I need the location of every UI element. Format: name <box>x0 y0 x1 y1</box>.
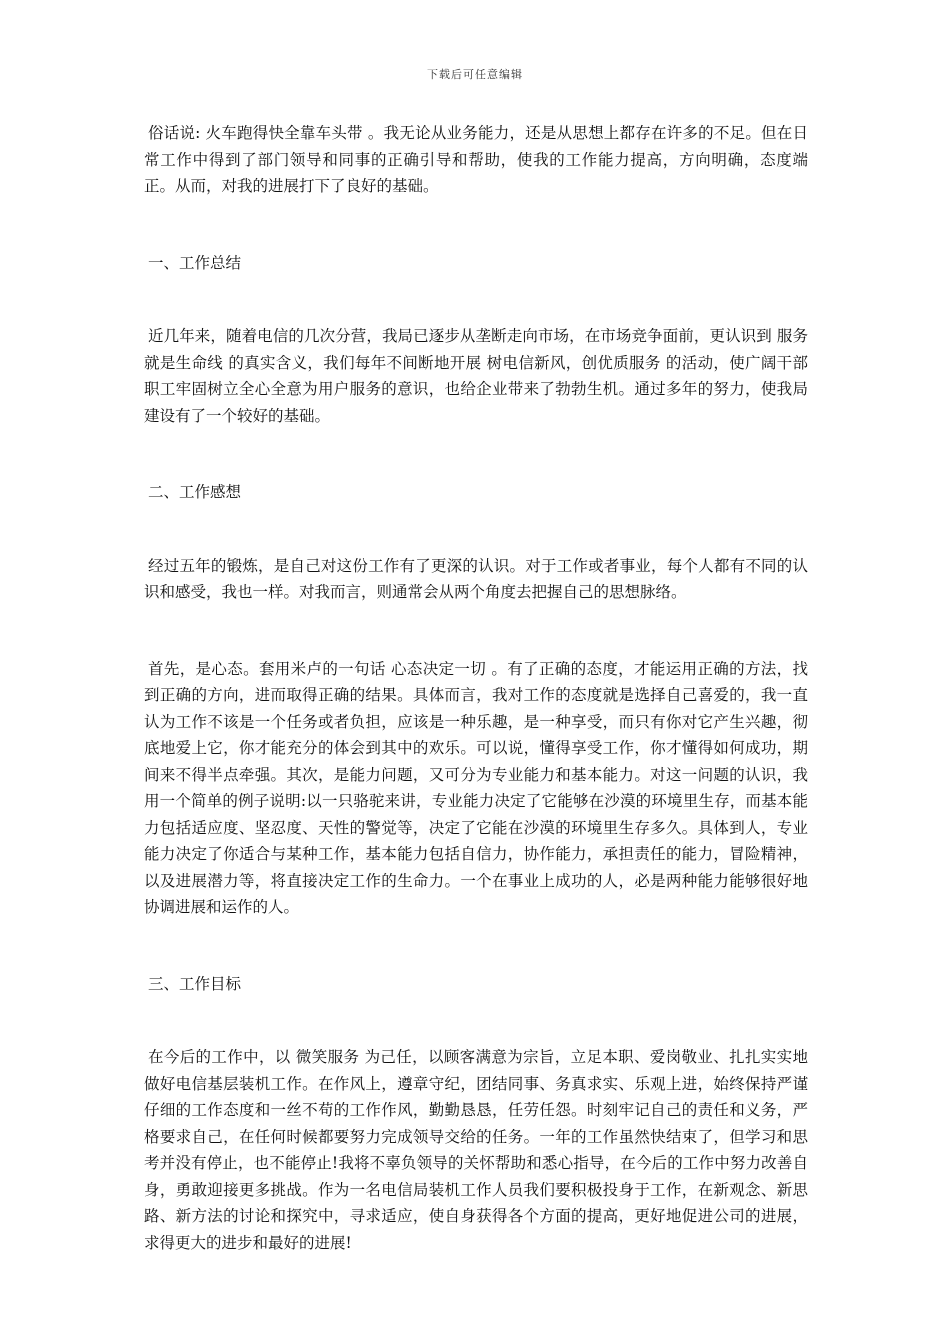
section-heading-work-summary: 一、工作总结 <box>148 253 242 272</box>
section-heading-work-goals: 三、工作目标 <box>148 974 242 993</box>
work-summary-paragraph: 近几年来，随着电信的几次分营，我局已逐步从垄断走向市场，在市场竞争面前，更认识到 服务就是生命线 的真实含义，我们每年不间断地开展 树电信新风，创优质服务 的活动，使广阔干部职工牢固树立全心全意为用户服务的意识，也给企业带来了勃勃生机。通过多年的努力，使我局建设有了一个较好的基础。 <box>144 327 808 425</box>
intro-paragraph: 俗话说: 火车跑得快全靠车头带 。我无论从业务能力，还是从思想上都存在许多的不足。但在日常工作中得到了部门领导和同事的正确引导和帮助，使我的工作能力提高，方向明确，态度端正。从而，对我的进展打下了良好的基础。 <box>144 124 808 195</box>
reflections-paragraph-1: 经过五年的锻炼，是自己对这份工作有了更深的认识。对于工作或者事业，每个人都有不同的认识和感受，我也一样。对我而言，则通常会从两个角度去把握自己的思想脉络。 <box>144 556 808 601</box>
work-goals-paragraph: 在今后的工作中，以 微笑服务 为己任，以顾客满意为宗旨，立足本职、爱岗敬业、扎扎实实地做好电信基层装机工作。在作风上，遵章守纪，团结同事、务真求实、乐观上进，始终保持严谨仔细的工作态度和一丝不苟的工作作风，勤勤恳恳，任劳任怨。时刻牢记自己的责任和义务，严格要求自己，在任何时候都要努力完成领导交给的任务。一年的工作虽然快结束了，但学习和思考并没有停止，也不能停止!我将不辜负领导的关怀帮助和悉心指导，在今后的工作中努力改善自身，勇敢迎接更多挑战。作为一名电信局装机工作人员我们要积极投身于工作，在新观念、新思路、新方法的讨论和探究中，寻求适应，使自身获得各个方面的提高，更好地促进公司的进展，求得更大的进步和最好的进展! <box>144 1048 808 1252</box>
document-body <box>144 120 808 1256</box>
reflections-paragraph-2: 首先，是心态。套用米卢的一句话 心态决定一切 。有了正确的态度，才能运用正确的方法，找到正确的方向，进而取得正确的结果。具体而言，我对工作的态度就是选择自己喜爱的，我一直认为工作不该是一个任务或者负担，应该是一种乐趣，是一种享受，而只有你对它产生兴趣，彻底地爱上它，你才能充分的体会到其中的欢乐。可以说，懂得享受工作，你才懂得如何成功，期间来不得半点牵强。其次，是能力问题，又可分为专业能力和基本能力。对这一问题的认识，我用一个简单的例子说明:以一只骆驼来讲，专业能力决定了它能够在沙漠的环境里生存，而基本能力包括适应度、坚忍度、天性的警觉等，决定了它能在沙漠的环境里生存多久。具体到人，专业能力决定了你适合与某种工作，基本能力包括自信力，协作能力，承担责任的能力，冒险精神，以及进展潜力等，将直接决定工作的生命力。一个在事业上成功的人，必是两种能力能够很好地协调进展和运作的人。 <box>144 659 808 916</box>
section-heading-work-reflections: 二、工作感想 <box>148 483 242 501</box>
download-note: 下载后可任意编辑 <box>427 68 523 81</box>
